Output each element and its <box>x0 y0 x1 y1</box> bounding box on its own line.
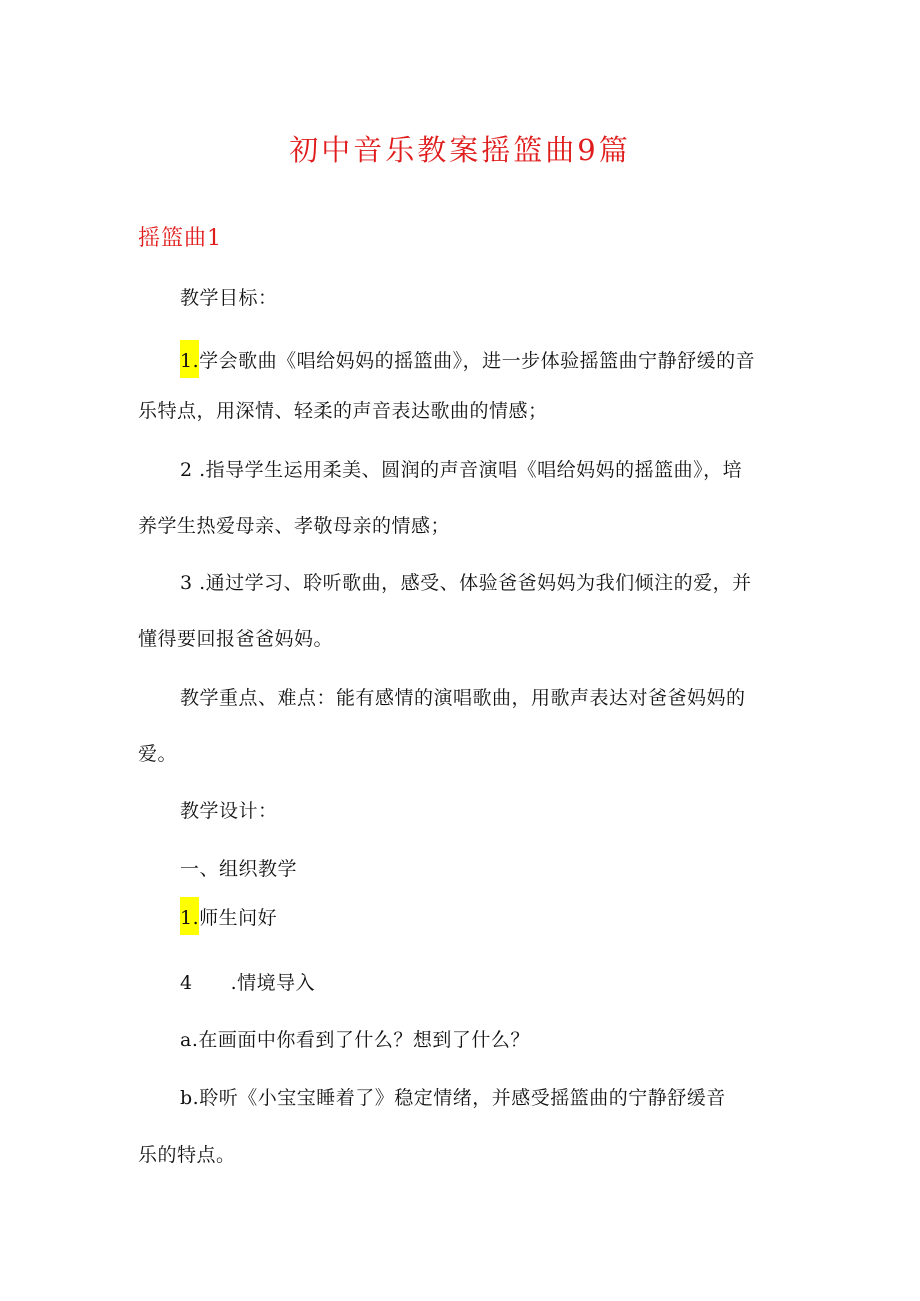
list-number: 4 <box>180 972 193 994</box>
paragraph-scenario-intro <box>180 968 315 998</box>
item-b-continuation: 乐的特点。 <box>138 1144 236 1166</box>
paragraph-key-points: 教学重点、难点：能有感情的演唱歌曲，用歌声表达对爸爸妈妈的 <box>180 687 746 709</box>
greeting-text: 师生问好 <box>199 907 278 929</box>
goal-3-continuation: 懂得要回报爸爸妈妈。 <box>138 628 334 650</box>
paragraph-goal-2: 2 .指导学生运用柔美、圆润的声音演唱《唱给妈妈的摇篮曲》，培 <box>180 459 743 481</box>
highlighted-list-number: 1. <box>180 897 199 935</box>
document-title: 初中音乐教案摇篮曲9篇 <box>289 133 631 167</box>
goal-1-text: 学会歌曲《唱给妈妈的摇篮曲》，进一步体验摇篮曲宁静舒缓的音 <box>199 350 756 372</box>
paragraph-greeting <box>180 897 277 935</box>
key-points-continuation: 爱。 <box>138 743 178 765</box>
paragraph-teaching-goals-label: 教学目标： <box>180 287 278 309</box>
paragraph-item-b: b.聆听《小宝宝睡着了》稳定情绪，并感受摇篮曲的宁静舒缓音 <box>180 1087 726 1109</box>
scenario-intro-text: .情境导入 <box>230 972 316 994</box>
paragraph-teaching-design-label: 教学设计： <box>180 800 278 822</box>
paragraph-organize-teaching: 一、组织教学 <box>180 858 298 880</box>
section-heading: 摇篮曲1 <box>138 226 222 251</box>
paragraph-goal-1 <box>180 340 755 378</box>
goal-1-continuation: 乐特点，用深情、轻柔的声音表达歌曲的情感； <box>138 400 548 422</box>
paragraph-item-a: a.在画面中你看到了什么？想到了什么？ <box>180 1029 530 1051</box>
highlighted-list-number: 1. <box>180 340 199 378</box>
goal-2-continuation: 养学生热爱母亲、孝敬母亲的情感； <box>138 515 451 537</box>
paragraph-goal-3: 3 .通过学习、聆听歌曲，感受、体验爸爸妈妈为我们倾注的爱，并 <box>180 572 752 594</box>
